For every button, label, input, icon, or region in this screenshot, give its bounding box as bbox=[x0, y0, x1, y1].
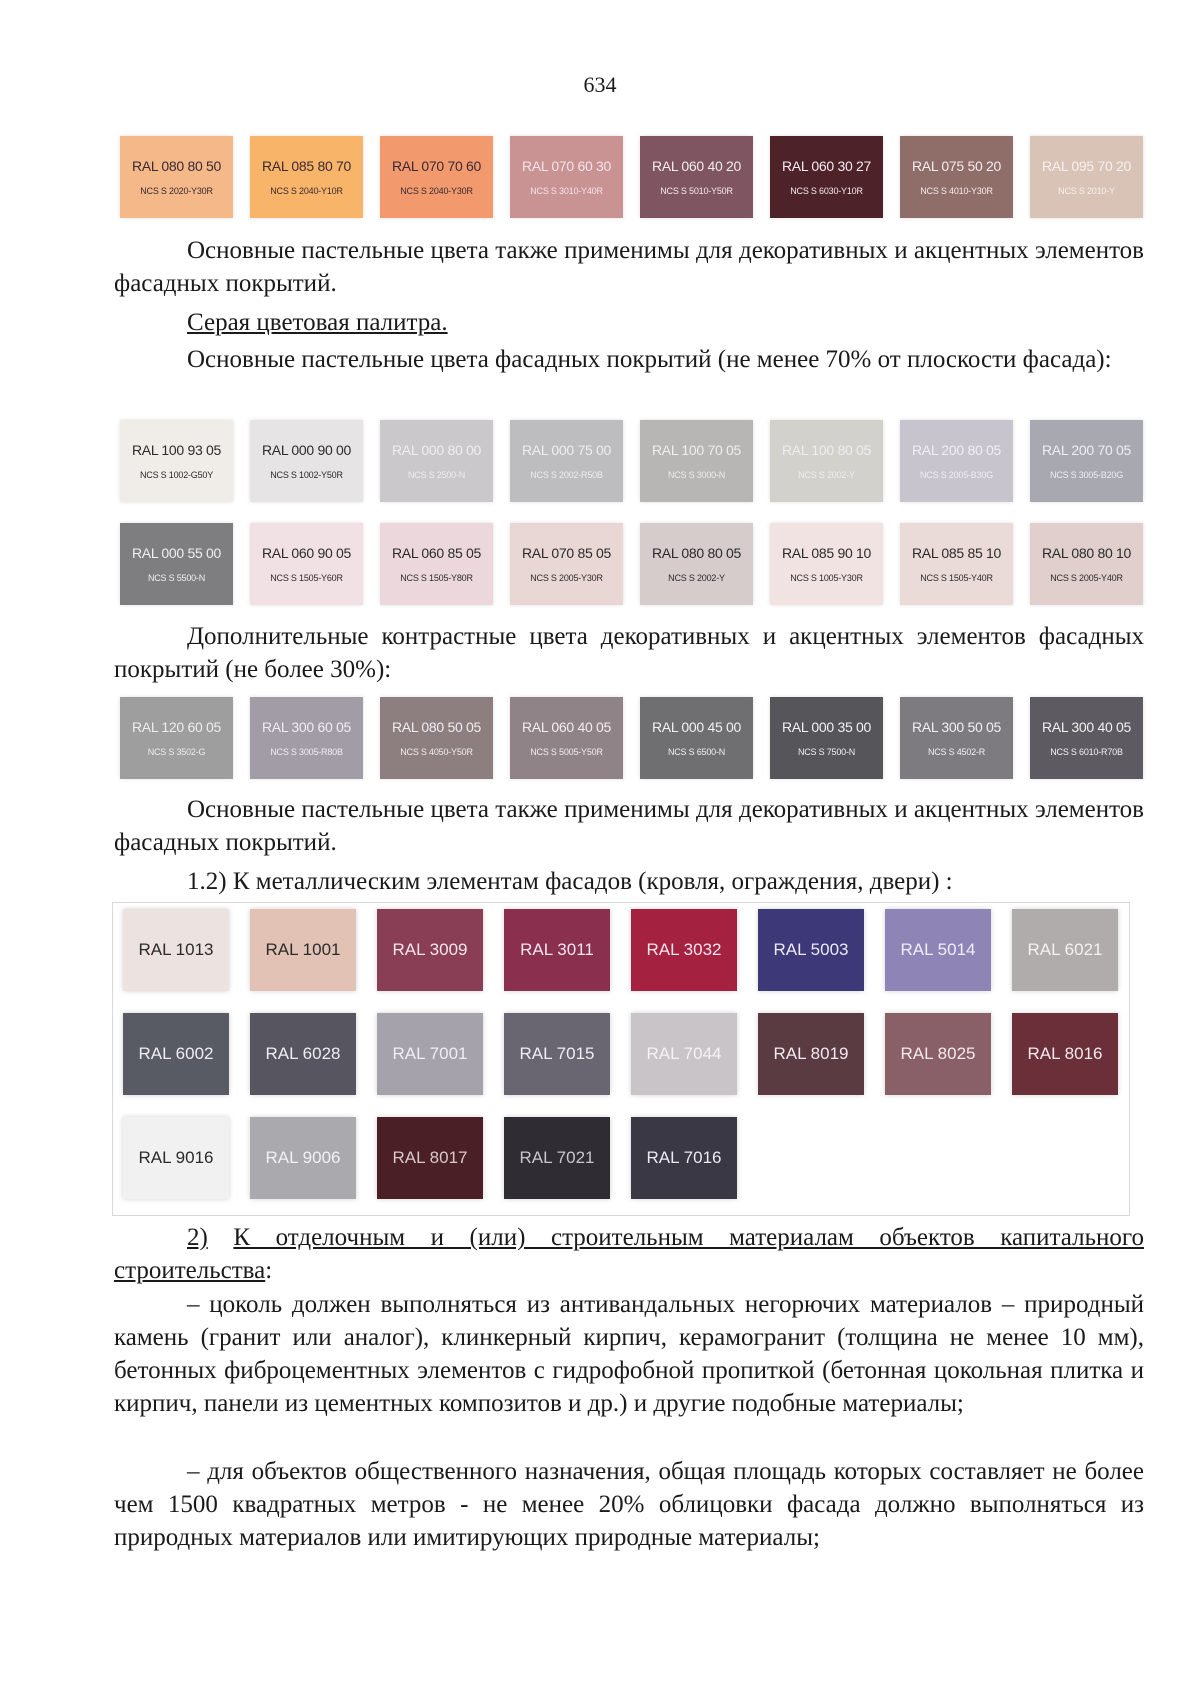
ncs-code: NCS S 1005-Y30R bbox=[790, 573, 863, 583]
ncs-code: NCS S 7500-N bbox=[797, 747, 856, 757]
paragraph-plinth: – цоколь должен выполняться из антивандальных негорючих материалов – природный камень (гранит или аналог), клинкерный кирпич, керамогранит (толщина не менее 10 мм), бетонных фиброцементных элементов с гидрофобной пропиткой (бетонная цокольная плитка и кирпич, панели из цементных композитов и др.) и другие подобные материалы; bbox=[114, 1291, 1144, 1417]
color-swatch bbox=[770, 697, 883, 779]
metal-color-panel bbox=[112, 902, 1130, 1216]
ral-code: RAL 060 40 05 bbox=[522, 719, 611, 735]
paragraph-pastel-main: Основные пастельные цвета фасадных покрытий (не менее 70% от плоскости фасада): bbox=[187, 346, 1112, 373]
ncs-code: NCS S 2002-R50B bbox=[530, 470, 603, 480]
ncs-code: NCS S 3502-G bbox=[147, 747, 206, 757]
ral-code: RAL 080 80 10 bbox=[1042, 545, 1131, 561]
ncs-code: NCS S 2040-Y10R bbox=[270, 186, 343, 196]
metal-color-swatch: RAL 3011 bbox=[504, 909, 610, 991]
page-number: 634 bbox=[583, 72, 617, 97]
color-swatch bbox=[1030, 697, 1143, 779]
ncs-code: NCS S 4502-R bbox=[927, 747, 986, 757]
ral-code: RAL 100 80 05 bbox=[782, 442, 871, 458]
ncs-code: NCS S 1505-Y60R bbox=[270, 573, 343, 583]
paragraph-pastel-note-1: Основные пастельные цвета также применимы для декоративных и акцентных элементов фасадных покрытий. bbox=[114, 237, 1144, 297]
ncs-code: NCS S 6500-N bbox=[667, 747, 726, 757]
ncs-code: NCS S 2002-Y bbox=[798, 470, 855, 480]
ral-code: RAL 060 40 20 bbox=[652, 158, 741, 174]
metal-color-swatch: RAL 7001 bbox=[377, 1013, 483, 1095]
color-swatch bbox=[120, 136, 233, 218]
metal-color-swatch: RAL 7021 bbox=[504, 1117, 610, 1199]
color-swatch bbox=[640, 697, 753, 779]
metal-color-swatch: RAL 3009 bbox=[377, 909, 483, 991]
metal-color-swatch: RAL 1013 bbox=[123, 909, 229, 991]
color-swatch bbox=[250, 523, 363, 605]
metal-color-swatch: RAL 3032 bbox=[631, 909, 737, 991]
metal-color-swatch: RAL 8019 bbox=[758, 1013, 864, 1095]
ral-code: RAL 070 70 60 bbox=[392, 158, 481, 174]
color-swatch bbox=[380, 697, 493, 779]
ral-code: RAL 060 85 05 bbox=[392, 545, 481, 561]
color-swatch bbox=[510, 697, 623, 779]
gray-palette-heading: Серая цветовая палитра. bbox=[187, 309, 448, 336]
ral-code: RAL 000 90 00 bbox=[262, 442, 351, 458]
color-swatch bbox=[250, 420, 363, 502]
ral-code: RAL 080 80 50 bbox=[132, 158, 221, 174]
swatch-row-warm bbox=[120, 136, 1143, 218]
color-swatch bbox=[770, 523, 883, 605]
color-swatch bbox=[510, 523, 623, 605]
finishing-number: 2) bbox=[187, 1224, 208, 1251]
ral-code: RAL 080 80 05 bbox=[652, 545, 741, 561]
ral-code: RAL 000 35 00 bbox=[782, 719, 871, 735]
ral-code: RAL 095 70 20 bbox=[1042, 158, 1131, 174]
metal-color-grid bbox=[123, 909, 1118, 1199]
ncs-code: NCS S 3010-Y40R bbox=[530, 186, 603, 196]
finishing-colon: : bbox=[265, 1257, 273, 1284]
ncs-code: NCS S 2005-Y30R bbox=[530, 573, 603, 583]
ral-code: RAL 085 90 10 bbox=[782, 545, 871, 561]
ncs-code: NCS S 2010-Y bbox=[1058, 186, 1115, 196]
ncs-code: NCS S 3000-N bbox=[667, 470, 726, 480]
color-swatch bbox=[380, 136, 493, 218]
metal-color-swatch: RAL 6002 bbox=[123, 1013, 229, 1095]
paragraph-contrast-colors: Дополнительные контрастные цвета декоративных и акцентных элементов фасадных покрытий (не более 30%): bbox=[114, 623, 1144, 683]
metal-color-swatch: RAL 9006 bbox=[250, 1117, 356, 1199]
swatch-row-gray-1 bbox=[120, 420, 1143, 502]
ral-code: RAL 300 60 05 bbox=[262, 719, 351, 735]
color-swatch bbox=[510, 136, 623, 218]
color-swatch bbox=[120, 697, 233, 779]
ncs-code: NCS S 2005-Y40R bbox=[1050, 573, 1123, 583]
color-swatch bbox=[380, 420, 493, 502]
swatch-row-gray-2 bbox=[120, 523, 1143, 605]
color-swatch bbox=[120, 523, 233, 605]
ncs-code: NCS S 2040-Y30R bbox=[400, 186, 473, 196]
metal-color-swatch: RAL 6021 bbox=[1012, 909, 1118, 991]
ral-code: RAL 200 80 05 bbox=[912, 442, 1001, 458]
ral-code: RAL 100 70 05 bbox=[652, 442, 741, 458]
color-swatch bbox=[900, 523, 1013, 605]
ral-code: RAL 300 40 05 bbox=[1042, 719, 1131, 735]
ral-code: RAL 070 60 30 bbox=[522, 158, 611, 174]
color-swatch bbox=[250, 697, 363, 779]
ral-code: RAL 000 55 00 bbox=[132, 545, 221, 561]
ral-code: RAL 075 50 20 bbox=[912, 158, 1001, 174]
color-swatch bbox=[120, 420, 233, 502]
ral-code: RAL 120 60 05 bbox=[132, 719, 221, 735]
ral-code: RAL 060 90 05 bbox=[262, 545, 351, 561]
ral-code: RAL 070 85 05 bbox=[522, 545, 611, 561]
color-swatch bbox=[770, 420, 883, 502]
ncs-code: NCS S 6030-Y10R bbox=[790, 186, 863, 196]
color-swatch bbox=[250, 136, 363, 218]
paragraph-metal-elements: 1.2) К металлическим элементам фасадов (кровля, ограждения, двери) : bbox=[187, 868, 953, 895]
ncs-code: NCS S 2020-Y30R bbox=[140, 186, 213, 196]
metal-color-swatch: RAL 9016 bbox=[123, 1117, 229, 1199]
ncs-code: NCS S 6010-R70B bbox=[1050, 747, 1123, 757]
swatch-row-contrast bbox=[120, 697, 1143, 779]
metal-color-swatch: RAL 8025 bbox=[885, 1013, 991, 1095]
ncs-code: NCS S 2500-N bbox=[407, 470, 466, 480]
ncs-code: NCS S 5010-Y50R bbox=[660, 186, 733, 196]
ral-code: RAL 200 70 05 bbox=[1042, 442, 1131, 458]
color-swatch bbox=[770, 136, 883, 218]
color-swatch bbox=[380, 523, 493, 605]
ral-code: RAL 085 80 70 bbox=[262, 158, 351, 174]
section-heading-gray-palette bbox=[114, 306, 1144, 339]
ncs-code: NCS S 5005-Y50R bbox=[530, 747, 603, 757]
ral-code: RAL 060 30 27 bbox=[782, 158, 871, 174]
finishing-heading: К отделочным и (или) строительным материалам объектов капитального строительства bbox=[114, 1224, 1144, 1284]
ral-code: RAL 000 75 00 bbox=[522, 442, 611, 458]
ncs-code: NCS S 2005-B30G bbox=[919, 470, 994, 480]
metal-color-swatch: RAL 5014 bbox=[885, 909, 991, 991]
ncs-code: NCS S 4010-Y30R bbox=[920, 186, 993, 196]
ncs-code: NCS S 1002-G50Y bbox=[139, 470, 214, 480]
ral-code: RAL 000 80 00 bbox=[392, 442, 481, 458]
ral-code: RAL 085 85 10 bbox=[912, 545, 1001, 561]
metal-color-swatch: RAL 6028 bbox=[250, 1013, 356, 1095]
ncs-code: NCS S 1505-Y40R bbox=[920, 573, 993, 583]
metal-color-swatch: RAL 8016 bbox=[1012, 1013, 1118, 1095]
color-swatch bbox=[900, 136, 1013, 218]
ncs-code: NCS S 3005-B20G bbox=[1049, 470, 1124, 480]
color-swatch bbox=[900, 697, 1013, 779]
color-swatch bbox=[1030, 136, 1143, 218]
metal-color-swatch: RAL 7044 bbox=[631, 1013, 737, 1095]
paragraph-public-buildings: – для объектов общественного назначения, общая площадь которых составляет не более чем 1500 квадратных метров - не менее 20% облицовки фасада должно выполняться из природных материалов или имитирующих природные материалы; bbox=[114, 1458, 1144, 1551]
paragraph-pastel-note-2: Основные пастельные цвета также применимы для декоративных и акцентных элементов фасадных покрытий. bbox=[114, 796, 1144, 856]
ncs-code: NCS S 1505-Y80R bbox=[400, 573, 473, 583]
ncs-code: NCS S 3005-R80B bbox=[270, 747, 343, 757]
ral-code: RAL 080 50 05 bbox=[392, 719, 481, 735]
color-swatch bbox=[1030, 420, 1143, 502]
color-swatch bbox=[640, 136, 753, 218]
metal-color-swatch: RAL 7016 bbox=[631, 1117, 737, 1199]
metal-color-swatch: RAL 8017 bbox=[377, 1117, 483, 1199]
ral-code: RAL 000 45 00 bbox=[652, 719, 741, 735]
ncs-code: NCS S 5500-N bbox=[147, 573, 206, 583]
metal-color-swatch: RAL 1001 bbox=[250, 909, 356, 991]
color-swatch bbox=[510, 420, 623, 502]
ncs-code: NCS S 1002-Y50R bbox=[270, 470, 343, 480]
ral-code: RAL 300 50 05 bbox=[912, 719, 1001, 735]
paragraph-finishing-materials bbox=[114, 1221, 1144, 1287]
color-swatch bbox=[640, 523, 753, 605]
ral-code: RAL 100 93 05 bbox=[132, 442, 221, 458]
color-swatch bbox=[1030, 523, 1143, 605]
color-swatch bbox=[640, 420, 753, 502]
metal-color-swatch: RAL 5003 bbox=[758, 909, 864, 991]
metal-color-swatch: RAL 7015 bbox=[504, 1013, 610, 1095]
ncs-code: NCS S 2002-Y bbox=[668, 573, 725, 583]
ncs-code: NCS S 4050-Y50R bbox=[400, 747, 473, 757]
color-swatch bbox=[900, 420, 1013, 502]
